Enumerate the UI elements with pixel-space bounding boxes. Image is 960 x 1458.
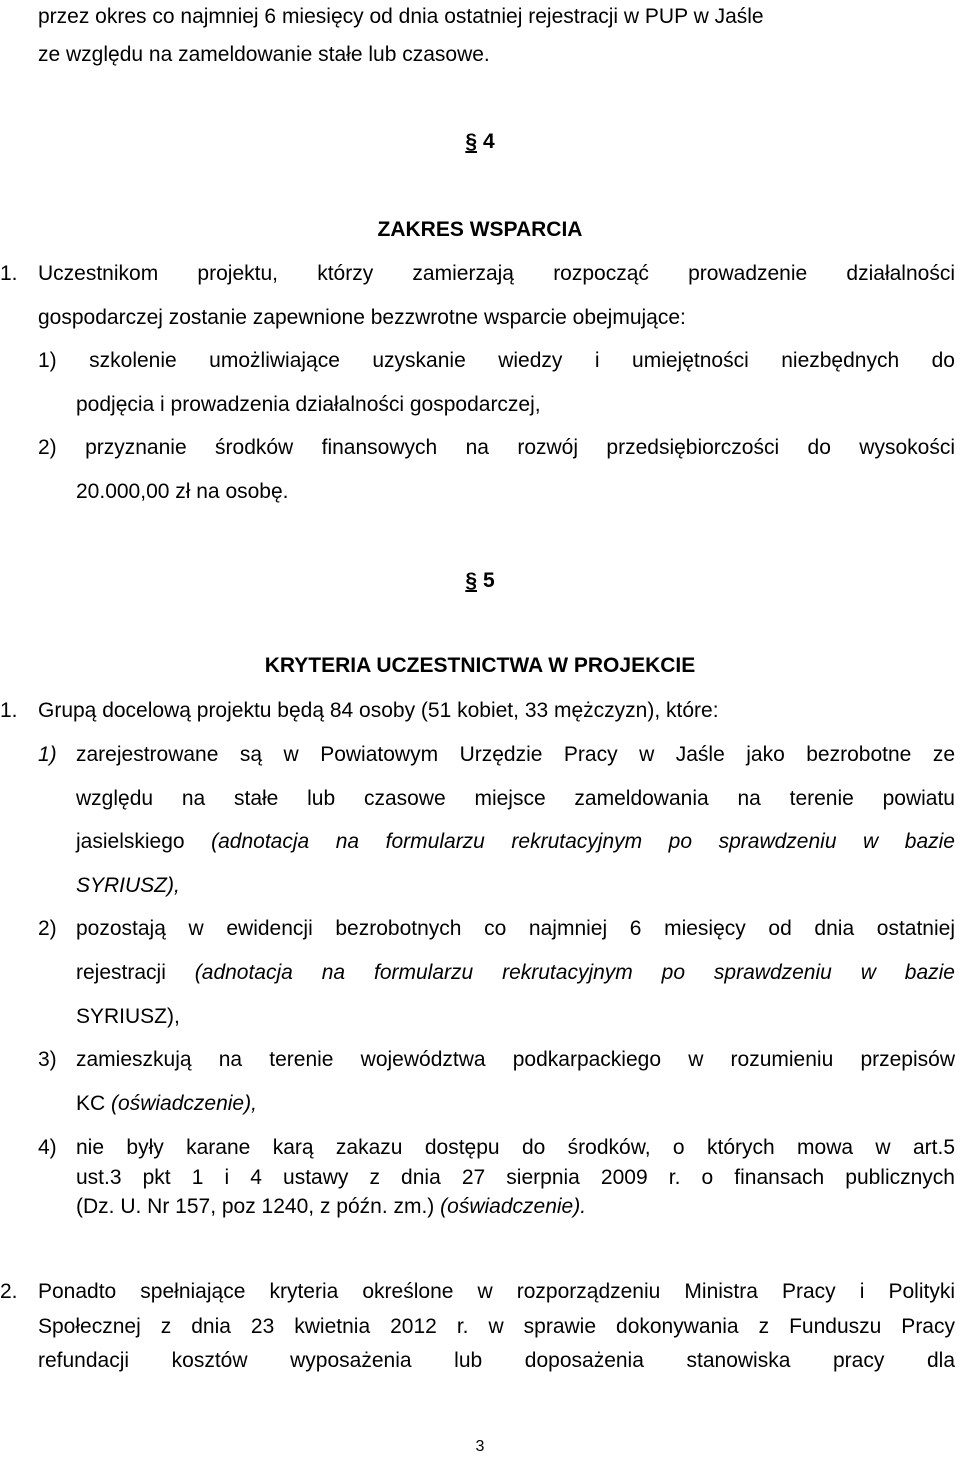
text-line: zarejestrowane są w Powiatowym Urzędzie Pracy w Jaśle jako bezrobotne ze <box>76 743 955 766</box>
text-line: SYRIUSZ), <box>76 874 180 897</box>
text-line: nie były karane karą zakazu dostępu do środków, o których mowa w art.5 <box>76 1136 955 1159</box>
text-line: przez okres co najmniej 6 miesięcy od dnia ostatniej rejestracji w PUP w Jaśle <box>38 5 764 28</box>
item-number: 2. <box>0 1280 18 1303</box>
text-line: pozostają w ewidencji bezrobotnych co najmniej 6 miesięcy od dnia ostatniej <box>76 917 955 940</box>
section-symbol: § <box>465 130 477 153</box>
item-number: 2) <box>38 917 57 940</box>
text-line: 2) przyznanie środków finansowych na rozwój przedsiębiorczości do wysokości <box>38 436 955 459</box>
text-line: względu na stałe lub czasowe miejsce zameldowania na terenie powiatu <box>76 787 955 810</box>
item-number: 4) <box>38 1136 57 1159</box>
text-line: ze względu na zameldowanie stałe lub czasowe. <box>38 43 490 66</box>
section-symbol: § <box>465 569 477 592</box>
text-line: Ponadto spełniające kryteria określone w rozporządzeniu Ministra Pracy i Polityki <box>38 1280 955 1303</box>
text-line: podjęcia i prowadzenia działalności gospodarczej, <box>76 393 541 416</box>
item-number: 1. <box>0 699 18 722</box>
text-line: jasielskiego (adnotacja na formularzu rekrutacyjnym po sprawdzeniu w bazie <box>76 830 955 853</box>
text-line: Grupą docelową projektu będą 84 osoby (51 kobiet, 33 mężczyzn), które: <box>38 699 719 722</box>
text-line: gospodarczej zostanie zapewnione bezzwrotne wsparcie obejmujące: <box>38 306 686 329</box>
item-number: 1. <box>0 262 18 285</box>
text-line: (Dz. U. Nr 157, poz 1240, z późn. zm.) (oświadczenie). <box>76 1195 587 1218</box>
section-number: 4 <box>483 130 495 153</box>
text-line: KC (oświadczenie), <box>76 1092 257 1115</box>
text-line: Uczestnikom projektu, którzy zamierzają rozpocząć prowadzenie działalności <box>38 262 955 285</box>
text-line: SYRIUSZ), <box>76 1005 180 1028</box>
text-line: rejestracji (adnotacja na formularzu rekrutacyjnym po sprawdzeniu w bazie <box>76 961 955 984</box>
section-heading-5 <box>0 570 960 591</box>
section-title: KRYTERIA UCZESTNICTWA W PROJEKCIE <box>264 654 696 677</box>
item-number: 3) <box>38 1048 57 1071</box>
section-number: 5 <box>483 569 495 592</box>
text-line: 1) szkolenie umożliwiające uzyskanie wiedzy i umiejętności niezbędnych do <box>38 349 955 372</box>
section-heading-4 <box>0 131 960 152</box>
item-number: 1) <box>38 743 57 766</box>
text-line: Społecznej z dnia 23 kwietnia 2012 r. w sprawie dokonywania z Funduszu Pracy <box>38 1315 955 1338</box>
text-line: refundacji kosztów wyposażenia lub doposażenia stanowiska pracy dla <box>38 1349 955 1372</box>
text-line: ust.3 pkt 1 i 4 ustawy z dnia 27 sierpnia 2009 r. o finansach publicznych <box>76 1166 955 1189</box>
section-title: ZAKRES WSPARCIA <box>377 218 583 241</box>
text-line: 20.000,00 zł na osobę. <box>76 480 289 503</box>
page-number: 3 <box>475 1438 485 1455</box>
text-line: zamieszkują na terenie województwa podkarpackiego w rozumieniu przepisów <box>76 1048 955 1071</box>
